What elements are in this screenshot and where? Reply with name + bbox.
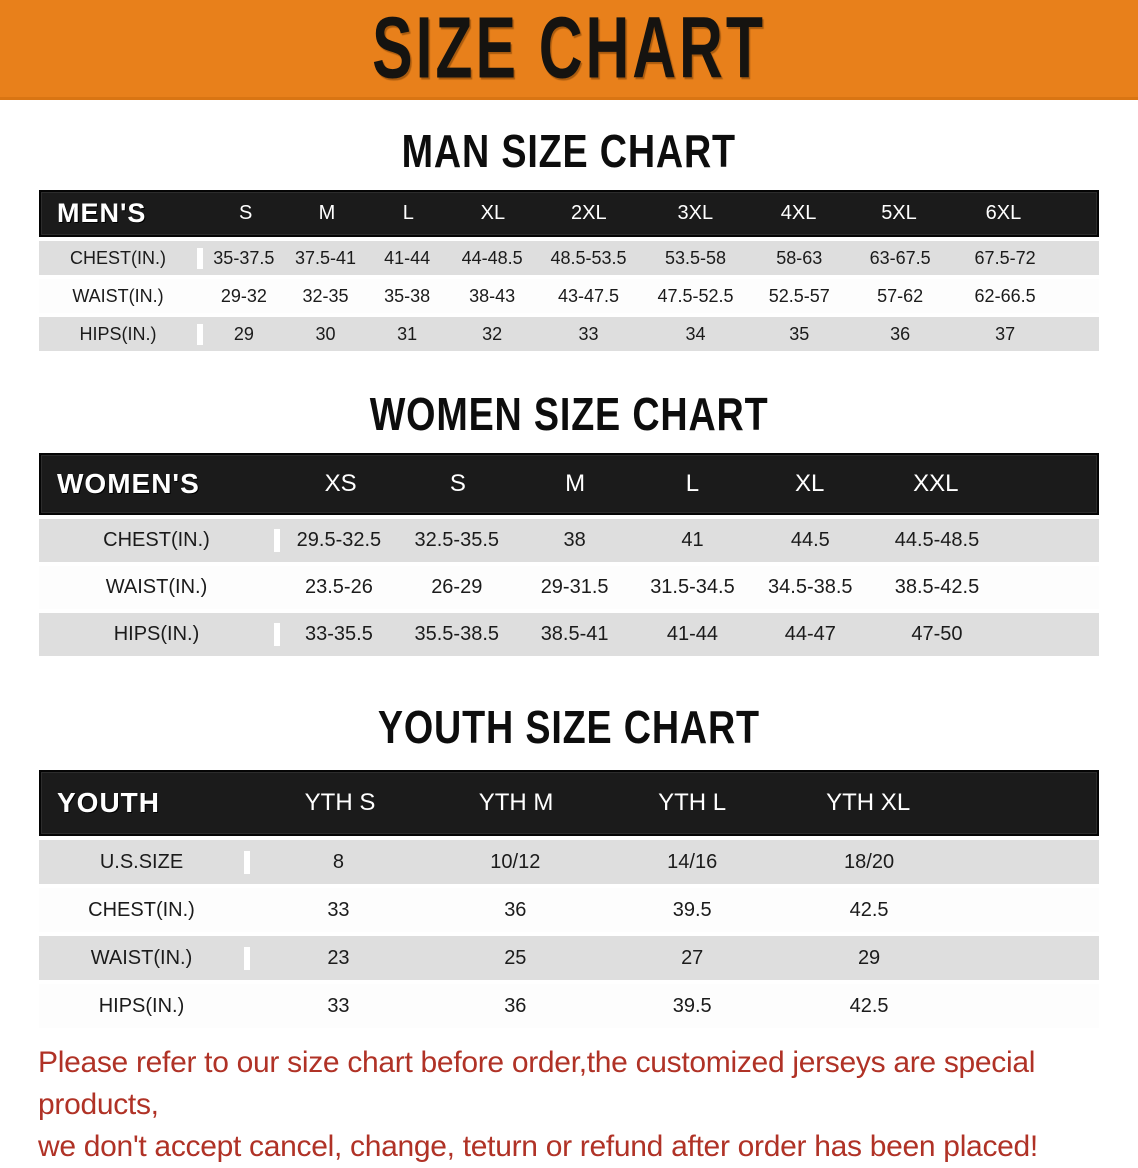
- measurement-cell: 27: [681, 946, 704, 969]
- women-size-section: [0, 389, 1138, 656]
- table-header-row: [39, 453, 1099, 515]
- measurement-cell: 35: [789, 323, 810, 344]
- measurement-cell: 62-66.5: [974, 285, 1036, 306]
- youth-size-table: [39, 770, 1099, 1028]
- column-header: YTH S: [304, 789, 376, 816]
- measurement-cell: 31: [397, 323, 418, 344]
- measurement-cell: 63-67.5: [869, 247, 931, 268]
- measurement-cell: 32: [482, 323, 503, 344]
- measurement-cell: 48.5-53.5: [550, 247, 627, 268]
- measurement-cell: 31.5-34.5: [650, 576, 735, 598]
- measurement-cell: 32-35: [302, 285, 349, 306]
- measurement-cell: 33: [578, 323, 599, 344]
- measurement-cell: 29: [233, 323, 254, 344]
- column-header: S: [449, 470, 466, 497]
- column-header: L: [685, 470, 700, 497]
- youth-size-section: [0, 702, 1138, 1028]
- measurement-cell: 36: [890, 323, 911, 344]
- measurement-cell: 43-47.5: [557, 285, 620, 306]
- measurement-cell: 23: [327, 946, 350, 969]
- measurement-cell: 14/16: [667, 850, 718, 873]
- disclaimer-line-1: Please refer to our size chart before order,the customized jerseys are special products,: [38, 1046, 1036, 1121]
- table-row: [39, 317, 1099, 351]
- row-label: HIPS(IN.): [39, 623, 274, 646]
- youth-section-heading: YOUTH SIZE CHART: [378, 701, 760, 753]
- page-title: SIZE CHART: [372, 0, 766, 97]
- row-label: CHEST(IN.): [39, 248, 197, 269]
- row-label: U.S.SIZE: [39, 851, 244, 874]
- measurement-cell: 38: [563, 529, 586, 551]
- measurement-cell: 47-50: [911, 623, 963, 645]
- measurement-cell: 29: [857, 946, 881, 969]
- measurement-cell: 37: [995, 323, 1016, 344]
- measurement-cell: 53.5-58: [664, 247, 727, 268]
- measurement-cell: 26-29: [431, 576, 483, 598]
- measurement-cell: 37.5-41: [294, 247, 357, 268]
- measurement-cell: 35-37.5: [213, 247, 275, 268]
- measurement-cell: 44.5: [790, 529, 830, 551]
- measurement-cell: 8: [332, 850, 344, 873]
- measurement-cell: 44.5-48.5: [894, 529, 980, 551]
- table-row: [39, 519, 1099, 562]
- column-header: XS: [324, 470, 357, 497]
- men-section-heading: MAN SIZE CHART: [401, 125, 737, 177]
- measurement-cell: 33: [327, 898, 350, 921]
- table-header-row: [39, 190, 1099, 237]
- measurement-cell: 57-62: [877, 285, 924, 306]
- measurement-cell: 36: [504, 898, 527, 921]
- measurement-cell: 52.5-57: [768, 285, 830, 306]
- men-size-section: [0, 126, 1138, 351]
- table-row: [39, 279, 1099, 313]
- measurement-cell: 44-47: [784, 623, 836, 645]
- table-row: [39, 840, 1099, 884]
- measurement-cell: 33: [327, 994, 350, 1017]
- measurement-cell: 41-44: [666, 623, 719, 645]
- column-header: 2XL: [570, 202, 607, 224]
- column-header: M: [565, 470, 586, 497]
- measurement-cell: 47.5-52.5: [657, 285, 734, 306]
- measurement-cell: 44-48.5: [461, 247, 523, 268]
- column-header: S: [238, 202, 253, 224]
- measurement-cell: 36: [504, 994, 527, 1017]
- column-header: YTH M: [478, 789, 554, 816]
- table-row: [39, 888, 1099, 932]
- table-row: [39, 566, 1099, 609]
- column-header: 5XL: [881, 202, 917, 224]
- measurement-cell: 32.5-35.5: [414, 529, 500, 551]
- order-disclaimer: [38, 1042, 1138, 1168]
- measurement-cell: 25: [504, 946, 527, 969]
- table-row: [39, 936, 1099, 980]
- measurement-cell: 39.5: [672, 994, 712, 1017]
- measurement-cell: 34.5-38.5: [768, 576, 853, 598]
- measurement-cell: 30: [315, 323, 336, 344]
- table-corner-label: MEN'S: [57, 198, 147, 228]
- women-section-heading: WOMEN SIZE CHART: [369, 388, 769, 440]
- table-row: [39, 613, 1099, 656]
- measurement-cell: 33-35.5: [305, 623, 373, 645]
- column-header: YTH XL: [826, 789, 911, 816]
- column-header: L: [402, 202, 414, 224]
- row-label: CHEST(IN.): [39, 899, 244, 922]
- measurement-cell: 23.5-26: [305, 576, 373, 598]
- row-label: CHEST(IN.): [39, 529, 274, 552]
- table-header-row: [39, 770, 1099, 836]
- column-header: YTH L: [658, 789, 727, 816]
- measurement-cell: 34: [685, 323, 706, 344]
- table-corner-label: WOMEN'S: [57, 468, 200, 499]
- measurement-cell: 29-31.5: [540, 576, 609, 598]
- table-corner-label: YOUTH: [57, 787, 160, 818]
- column-header: 3XL: [677, 202, 714, 224]
- row-label: WAIST(IN.): [39, 576, 274, 599]
- table-row: [39, 984, 1099, 1028]
- measurement-cell: 67.5-72: [974, 247, 1036, 268]
- column-header: 4XL: [780, 202, 817, 224]
- measurement-cell: 38.5-42.5: [894, 576, 980, 598]
- measurement-cell: 42.5: [849, 898, 889, 921]
- men-size-table: [39, 190, 1099, 351]
- row-label: WAIST(IN.): [39, 947, 244, 970]
- measurement-cell: 41-44: [384, 247, 431, 268]
- table-row: [39, 241, 1099, 275]
- measurement-cell: 35-38: [384, 285, 431, 306]
- measurement-cell: 18/20: [844, 850, 895, 873]
- measurement-cell: 10/12: [490, 850, 541, 873]
- measurement-cell: 38.5-41: [540, 623, 609, 645]
- column-header: XL: [480, 202, 506, 224]
- measurement-cell: 29-32: [220, 285, 267, 306]
- measurement-cell: 35.5-38.5: [414, 623, 500, 645]
- row-label: HIPS(IN.): [39, 324, 197, 345]
- women-size-table: [39, 453, 1099, 656]
- measurement-cell: 39.5: [672, 898, 712, 921]
- column-header: XL: [795, 470, 825, 497]
- measurement-cell: 38-43: [469, 285, 516, 306]
- disclaimer-line-2: we don't accept cancel, change, teturn or refund after order has been placed!: [38, 1130, 1038, 1163]
- row-label: HIPS(IN.): [39, 995, 244, 1018]
- column-header: M: [318, 202, 336, 224]
- column-header: 6XL: [985, 202, 1022, 224]
- measurement-cell: 29.5-32.5: [296, 529, 382, 551]
- title-banner: [0, 0, 1138, 100]
- measurement-cell: 58-63: [776, 247, 823, 268]
- column-header: XXL: [913, 470, 959, 497]
- measurement-cell: 41: [681, 529, 704, 551]
- measurement-cell: 42.5: [849, 994, 889, 1017]
- row-label: WAIST(IN.): [39, 286, 197, 307]
